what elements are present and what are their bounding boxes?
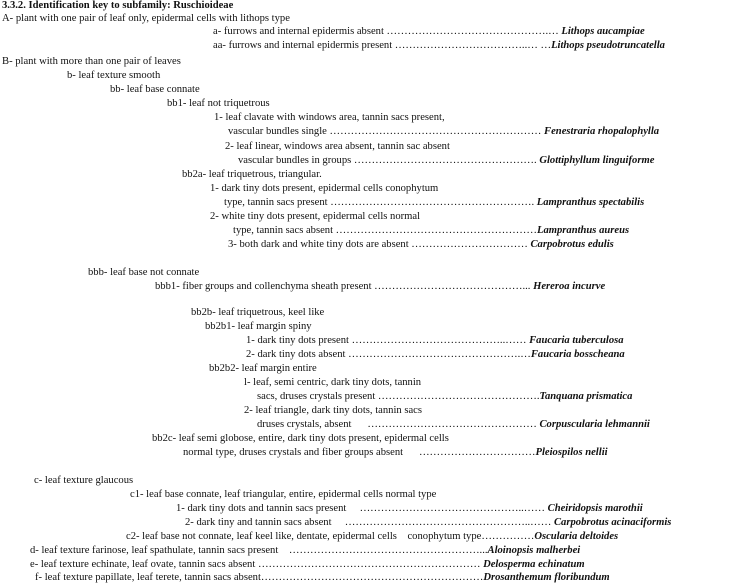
key-text: bb2c- leaf semi globose, entire, dark tiny dots present, epidermal cells bbox=[152, 433, 449, 444]
key-text: 2- dark tiny and tannin sacs absent ……………………………………………..…… bbox=[185, 517, 554, 528]
key-text: f- leaf texture papillate, leaf terete, tannin sacs absent……………………………………………………… bbox=[35, 572, 484, 583]
key-line-b bbox=[67, 69, 160, 82]
key-text: a- furrows and internal epidermis absent ……………………………………….… bbox=[213, 26, 562, 37]
species-name: Carpobrotus acinaciformis bbox=[553, 517, 672, 528]
key-text: b- leaf texture smooth bbox=[67, 70, 161, 81]
key-line-bbb bbox=[88, 266, 199, 279]
key-text: 2- white tiny dots present, epidermal cells normal bbox=[210, 211, 421, 222]
key-line-bb2a-2-cont bbox=[233, 224, 629, 237]
key-line-c1-1 bbox=[176, 502, 643, 515]
key-line-aa bbox=[213, 39, 665, 52]
key-text: bb2b- leaf triquetrous, keel like bbox=[191, 307, 325, 318]
species-name: Aloinopsis malherbei bbox=[487, 545, 581, 556]
key-text: aa- furrows and internal epidermis present ………………………………..… … bbox=[213, 40, 552, 51]
key-text: e- leaf texture echinate, leaf ovate, tannin sacs absent ……………………………………………………… bbox=[30, 559, 484, 570]
key-line-c2 bbox=[126, 530, 618, 543]
key-line-bb2b bbox=[191, 306, 324, 319]
species-name: Oscularia deltoides bbox=[534, 531, 619, 542]
key-text: 1- dark tiny dots present, epidermal cells conophytum bbox=[210, 183, 439, 194]
key-text: l- leaf, semi centric, dark tiny dots, tannin bbox=[244, 377, 422, 388]
key-text: 2- leaf triangle, dark tiny dots, tannin sacs bbox=[244, 405, 422, 416]
key-text: c2- leaf base not connate, leaf keel like, dentate, epidermal cells conophytum type…………… bbox=[126, 531, 535, 542]
key-line-A bbox=[2, 12, 290, 25]
key-text: druses crystals, absent ………………………………………… bbox=[257, 419, 540, 430]
key-text: 2- dark tiny dots absent ………………………………………….… bbox=[246, 349, 531, 360]
key-line-c1-2 bbox=[185, 516, 671, 529]
key-line-c bbox=[34, 474, 133, 487]
key-text: 3- both dark and white tiny dots are absent …………………………… bbox=[228, 239, 531, 250]
key-line-bb1-1 bbox=[214, 111, 445, 124]
key-line-bbb1 bbox=[155, 280, 605, 293]
species-name: Delosperma echinatum bbox=[483, 559, 585, 570]
key-line-bb2a-3 bbox=[228, 238, 614, 251]
key-line-bb2c-cont bbox=[183, 446, 608, 459]
species-name: Lithops aucampiae bbox=[561, 26, 645, 37]
key-line-bb2b2 bbox=[209, 362, 317, 375]
key-text: bb2b2- leaf margin entire bbox=[209, 363, 317, 374]
key-text: sacs, druses crystals present ………………………………………. bbox=[257, 391, 540, 402]
key-line-bb1-2-cont bbox=[238, 154, 654, 167]
species-name: Cheiridopsis marothii bbox=[547, 503, 643, 514]
species-name: Faucaria bosscheana bbox=[530, 349, 625, 360]
species-name: Fenestraria rhopalophylla bbox=[544, 126, 660, 137]
key-text: d- leaf texture farinose, leaf spathulate, tannin sacs present ………………………………………………... bbox=[30, 545, 488, 556]
key-line-a bbox=[213, 25, 645, 38]
key-text: B- plant with more than one pair of leaves bbox=[2, 56, 181, 67]
species-name: Lampranthus aureus bbox=[536, 225, 630, 236]
key-text: 1- dark tiny dots present ……………………………………..…… bbox=[246, 335, 530, 346]
key-text: c- leaf texture glaucous bbox=[34, 475, 134, 486]
key-line-bb2b2-1 bbox=[244, 376, 421, 389]
key-line-f bbox=[35, 571, 610, 584]
species-name: Carpobrotus edulis bbox=[530, 239, 614, 250]
species-name: Lithops pseudotruncatella bbox=[551, 40, 665, 51]
key-text: 1- dark tiny dots and tannin sacs present ………………………………………..…… bbox=[176, 503, 548, 514]
key-line-bb2b1-1 bbox=[246, 334, 624, 347]
key-line-bb2c bbox=[152, 432, 449, 445]
species-name: Lampranthus spectabilis bbox=[536, 197, 645, 208]
key-text: bb2b1- leaf margin spiny bbox=[205, 321, 312, 332]
key-line-e bbox=[30, 558, 585, 571]
key-line-c1 bbox=[130, 488, 436, 501]
species-name: Pleiospilos nellii bbox=[535, 447, 608, 458]
key-line-bb2b1 bbox=[205, 320, 312, 333]
key-line-bb2b2-1-cont bbox=[257, 390, 632, 403]
key-text: bbb1- fiber groups and collenchyma sheath present ……………………………………... bbox=[155, 281, 534, 292]
species-name: Corpuscularia lehmannii bbox=[539, 419, 650, 430]
key-line-bb2a-2 bbox=[210, 210, 420, 223]
section-heading: 3.3.2. Identification key to subfamily: Ruschioideae bbox=[2, 0, 234, 11]
key-line-bb2a-1-cont bbox=[224, 196, 644, 209]
key-line-bb2a bbox=[182, 168, 322, 181]
key-line-B bbox=[2, 55, 181, 68]
key-line-bb bbox=[110, 83, 200, 96]
key-text: type, tannin sacs absent ………………………………………………… bbox=[233, 225, 537, 236]
species-name: Drosanthemum floribundum bbox=[483, 572, 610, 583]
key-line-bb1-2 bbox=[225, 140, 450, 153]
key-line-bb1 bbox=[167, 97, 270, 110]
key-text: c1- leaf base connate, leaf triangular, entire, epidermal cells normal type bbox=[130, 489, 437, 500]
key-line-d bbox=[30, 544, 580, 557]
key-text: 2- leaf linear, windows area absent, tannin sac absent bbox=[225, 141, 450, 152]
key-line-bb1-1-cont bbox=[228, 125, 659, 138]
key-line-bb2b2-2-cont bbox=[257, 418, 650, 431]
key-text: bbb- leaf base not connate bbox=[88, 267, 200, 278]
key-text: A- plant with one pair of leaf only, epidermal cells with lithops type bbox=[2, 13, 290, 24]
key-text: vascular bundles in groups ……………………………………………. bbox=[238, 155, 540, 166]
key-text: vascular bundles single …………………………………………………… bbox=[228, 126, 545, 137]
key-text: bb1- leaf not triquetrous bbox=[167, 98, 270, 109]
key-text: 1- leaf clavate with windows area, tannin sacs present, bbox=[214, 112, 445, 123]
key-line-bb2b1-2 bbox=[246, 348, 625, 361]
key-text: type, tannin sacs present …………………………………………………. bbox=[224, 197, 537, 208]
key-text: bb2a- leaf triquetrous, triangular. bbox=[182, 169, 322, 180]
key-text: normal type, druses crystals and fiber groups absent …………………………… bbox=[183, 447, 536, 458]
key-line-bb2b2-2 bbox=[244, 404, 422, 417]
key-text: bb- leaf base connate bbox=[110, 84, 200, 95]
key-line-bb2a-1 bbox=[210, 182, 438, 195]
species-name: Glottiphyllum linguiforme bbox=[539, 155, 655, 166]
species-name: Tanquana prismatica bbox=[539, 391, 633, 402]
species-name: Faucaria tuberculosa bbox=[529, 335, 624, 346]
species-name: Hereroa incurve bbox=[533, 281, 606, 292]
